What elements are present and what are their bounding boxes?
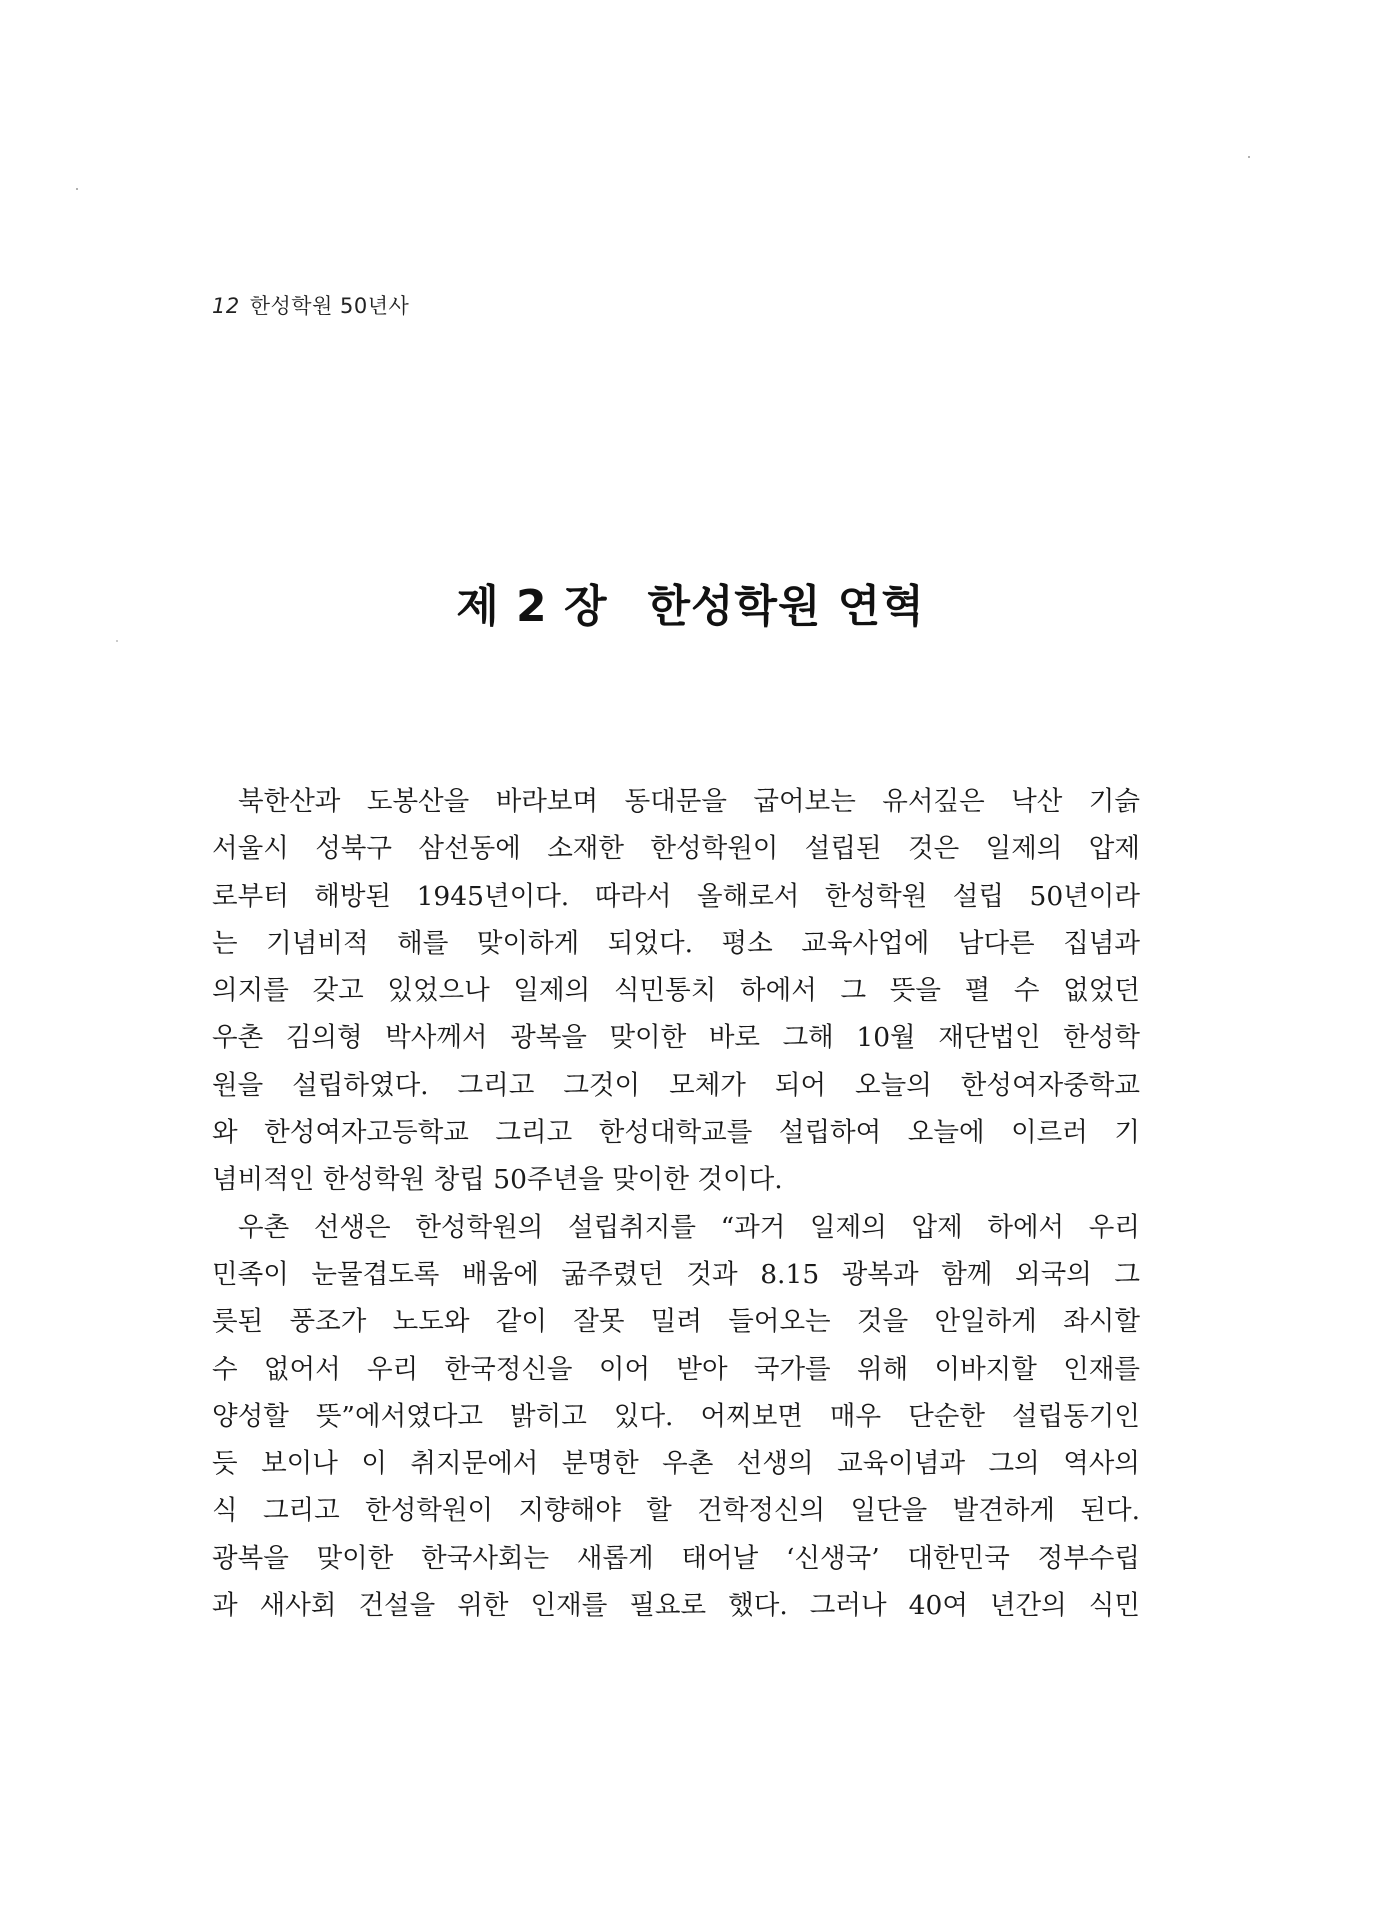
body-line: 원을 설립하였다. 그리고 그것이 모체가 되어 오늘의 한성여자중학교 <box>212 1069 1140 1101</box>
body-line: 북한산과 도봉산을 바라보며 동대문을 굽어보는 유서깊은 낙산 기슭 <box>238 786 1140 817</box>
body-line: 는 기념비적 해를 맞이하게 되었다. 평소 교육사업에 남다른 집념과 <box>212 927 1140 959</box>
running-header <box>212 290 409 320</box>
scan-speck <box>1248 156 1250 158</box>
body-line: 식 그리고 한성학원이 지향해야 할 건학정신의 일단을 발견하게 된다. <box>212 1495 1140 1527</box>
body-line: 양성할 뜻”에서였다고 밝히고 있다. 어찌보면 매우 단순한 설립동기인 <box>212 1400 1140 1432</box>
scan-speck <box>116 640 118 642</box>
chapter-number: 제 2 장 <box>456 581 608 632</box>
body-line: 와 한성여자고등학교 그리고 한성대학교를 설립하여 오늘에 이르러 기 <box>212 1117 1140 1149</box>
body-line: 의지를 갖고 있었으나 일제의 식민통치 하에서 그 뜻을 펼 수 없었던 <box>212 975 1140 1007</box>
body-line: 과 새사회 건설을 위한 인재를 필요로 했다. 그러나 40여 년간의 식민 <box>212 1590 1140 1622</box>
body-line: 서울시 성북구 삼선동에 소재한 한성학원이 설립된 것은 일제의 압제 <box>212 833 1140 865</box>
body-line: 듯 보이나 이 취지문에서 분명한 우촌 선생의 교육이념과 그의 역사의 <box>212 1448 1140 1480</box>
body-line: 수 없어서 우리 한국정신을 이어 받아 국가를 위해 이바지할 인재를 <box>212 1353 1140 1385</box>
body-line: 릇된 풍조가 노도와 같이 잘못 밀려 들어오는 것을 안일하게 좌시할 <box>212 1306 1140 1338</box>
scan-speck <box>76 188 78 190</box>
body-text <box>212 778 1140 1629</box>
body-line: 광복을 맞이한 한국사회는 새롭게 태어날 ‘신생국’ 대한민국 정부수립 <box>212 1542 1140 1574</box>
body-line: 념비적인 한성학원 창립 50주년을 맞이한 것이다. <box>212 1164 783 1196</box>
chapter-title: 한성학원 연혁 <box>647 581 925 632</box>
body-line: 우촌 선생은 한성학원의 설립취지를 “과거 일제의 압제 하에서 우리 <box>238 1211 1140 1243</box>
body-line: 로부터 해방된 1945년이다. 따라서 올해로서 한성학원 설립 50년이라 <box>212 880 1140 912</box>
body-line: 우촌 김의형 박사께서 광복을 맞이한 바로 그해 10월 재단법인 한성학 <box>212 1022 1140 1054</box>
body-line: 민족이 눈물겹도록 배움에 굶주렸던 것과 8.15 광복과 함께 외국의 그 <box>212 1258 1140 1290</box>
page-number: 12 <box>212 294 240 318</box>
chapter-heading <box>0 570 1381 634</box>
book-title: 한성학원 50년사 <box>249 294 410 318</box>
